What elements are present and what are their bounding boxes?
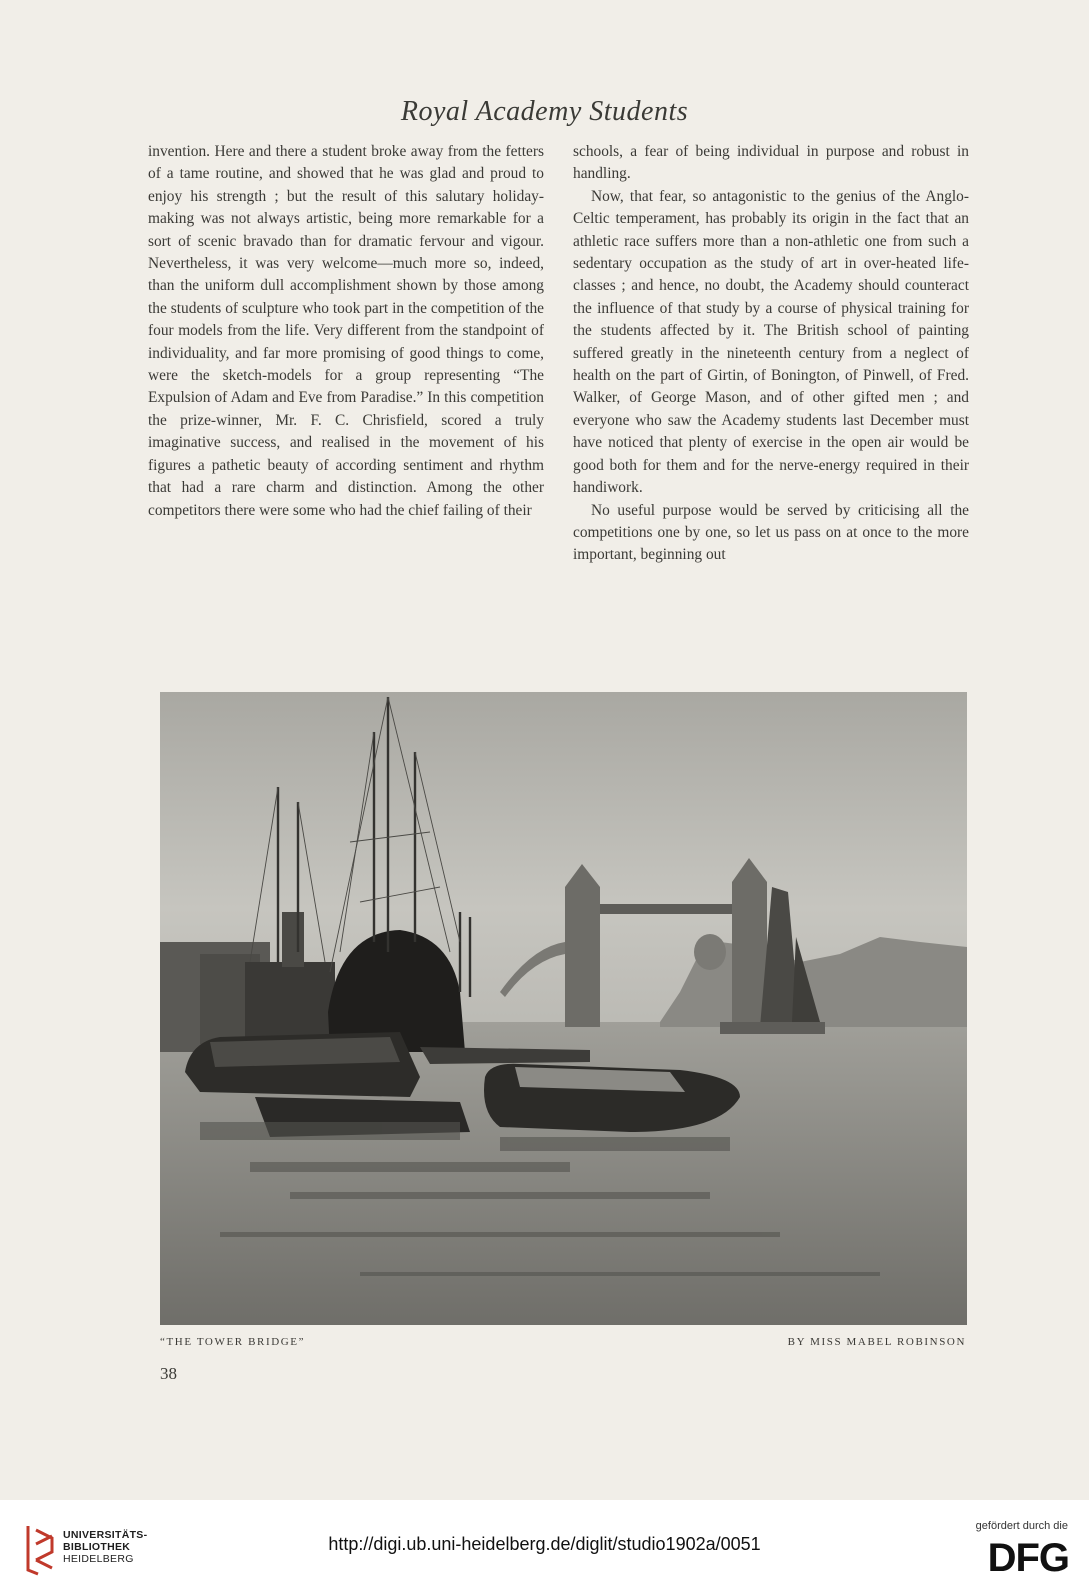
paragraph: invention. Here and there a student broke away from the fetters of a tame routine, and showed that he was glad and proud to enjoy his strength ; but the result of this salutary holiday-making was not always artistic, being more remarkable for a sort of scenic bravado than for dramatic fervour and vigour. Nevertheless, it was very welcome—much more so, indeed, than the uniform dull accomplishment shown by those among the students of sculpture who took part in the competition of the four models from the life. Very different from the standpoint of individuality, and far more promising of good things to come, were the sketch-models for a group representing “The Expulsion of Adam and Eve from Paradise.” In this competition the prize-winner, Mr. F. C. Chrisfield, scored a truly imaginative success, and realised in the movement of his figures a pathetic beauty of according sentiment and rhythm that had a rare charm and distinction. Among the other competitors there were some who had the chief failing of their	[148, 143, 544, 519]
text-column-left	[148, 141, 544, 522]
paragraph: schools, a fear of being individual in purpose and robust in handling.	[573, 143, 969, 183]
plate-caption-credit: BY MISS MABEL ROBINSON	[787, 1336, 966, 1348]
permalink-url[interactable]: http://digi.ub.uni-heidelberg.de/diglit/studio1902a/0051	[328, 1534, 761, 1554]
library-name-line: BIBLIOTHEK	[63, 1541, 131, 1553]
plate-caption-title: “THE TOWER BRIDGE”	[160, 1336, 306, 1348]
tower-bridge-illustration	[160, 692, 967, 1325]
digitization-footer	[0, 1500, 1089, 1595]
page-number: 38	[160, 1364, 177, 1383]
dfg-logo: DFG	[987, 1536, 1069, 1580]
paragraph: No useful purpose would be served by criticising all the competitions one by one, so let us pass on at once to the more important, beginning out	[573, 501, 969, 564]
funding-label: gefördert durch die	[975, 1520, 1068, 1532]
library-name-line: UNIVERSITÄTS-	[63, 1529, 148, 1541]
running-head: Royal Academy Students	[400, 96, 689, 127]
text-column-right	[573, 141, 969, 567]
painting-image	[160, 692, 967, 1325]
library-name-line: HEIDELBERG	[63, 1553, 134, 1565]
paragraph: Now, that fear, so antagonistic to the genius of the Anglo-Celtic temperament, has probably its origin in the fact that an athletic race suffers more than a non-athletic one from such a sedentary occupation as the study of art in over-heated life-classes ; and hence, no doubt, the Academy should counteract the influence of that study by a course of physical training for the students affected by it. The British school of painting suffered greatly in the nineteenth century from a neglect of health on the part of Girtin, of Bonington, of Pinwell, of Fred. Walker, of George Mason, and of other gifted men ; and everyone who saw the Academy students last December must have noticed that plenty of exercise in the open air would be good both for them and for the nerve-energy required in their handiwork.	[573, 187, 969, 497]
